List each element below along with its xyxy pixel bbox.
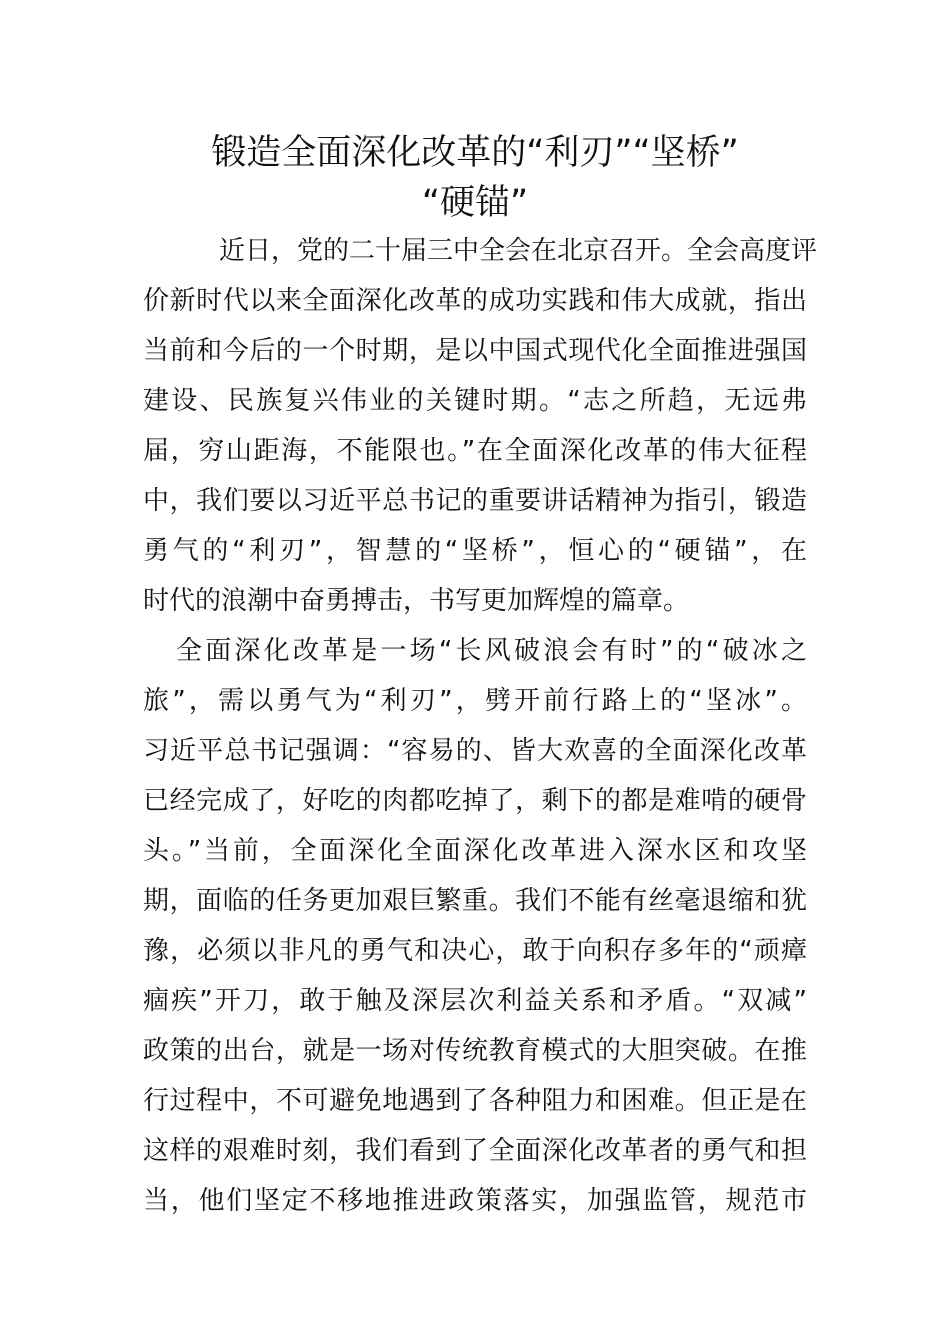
paragraph-2-line-2: 旅”，需以勇气为“利刃”，劈开前行路上的“坚冰”。 [143, 686, 807, 716]
paragraph-1-line-4: 建设、民族复兴伟业的关键时期。“志之所趋，无远弗 [143, 386, 807, 416]
paragraph-2-line-8: 痼疾”开刀，敢于触及深层次利益关系和矛盾。“双减” [143, 986, 807, 1016]
paragraph-2-line-11: 这样的艰难时刻，我们看到了全面深化改革者的勇气和担 [143, 1136, 807, 1166]
document-title-line-2: “硬锚” [421, 183, 529, 223]
paragraph-1-line-1: 近日，党的二十届三中全会在北京召开。全会高度评 [219, 236, 818, 266]
paragraph-2-line-4: 已经完成了，好吃的肉都吃掉了，剩下的都是难啃的硬骨 [143, 786, 807, 816]
paragraph-1-line-2: 价新时代以来全面深化改革的成功实践和伟大成就，指出 [143, 286, 807, 316]
document-title-line-1: 锻造全面深化改革的“利刃”“坚桥” [211, 133, 739, 173]
paragraph-1-line-8: 时代的浪潮中奋勇搏击，书写更加辉煌的篇章。 [143, 586, 690, 616]
paragraph-2-line-1: 全面深化改革是一场“长风破浪会有时”的“破冰之 [176, 636, 807, 666]
paragraph-2-line-7: 豫，必须以非凡的勇气和决心，敢于向积存多年的“顽瘴 [143, 936, 807, 966]
paragraph-2-line-5: 头。”当前，全面深化全面深化改革进入深水区和攻坚 [143, 836, 807, 866]
paragraph-2-line-10: 行过程中，不可避免地遇到了各种阻力和困难。但正是在 [143, 1086, 807, 1116]
paragraph-2-line-9: 政策的出台，就是一场对传统教育模式的大胆突破。在推 [143, 1036, 807, 1066]
paragraph-1-line-7: 勇气的“利刃”，智慧的“坚桥”，恒心的“硬锚”，在 [143, 536, 807, 566]
paragraph-2-line-3: 习近平总书记强调：“容易的、皆大欢喜的全面深化改革 [143, 736, 807, 766]
paragraph-1-line-5: 届，穷山距海，不能限也。”在全面深化改革的伟大征程 [143, 436, 807, 466]
paragraph-1-line-6: 中，我们要以习近平总书记的重要讲话精神为指引，锻造 [143, 486, 807, 516]
paragraph-1-line-3: 当前和今后的一个时期，是以中国式现代化全面推进强国 [143, 336, 807, 366]
paragraph-2-line-6: 期，面临的任务更加艰巨繁重。我们不能有丝毫退缩和犹 [143, 886, 807, 916]
paragraph-2-line-12: 当，他们坚定不移地推进政策落实，加强监管，规范市 [143, 1186, 807, 1216]
